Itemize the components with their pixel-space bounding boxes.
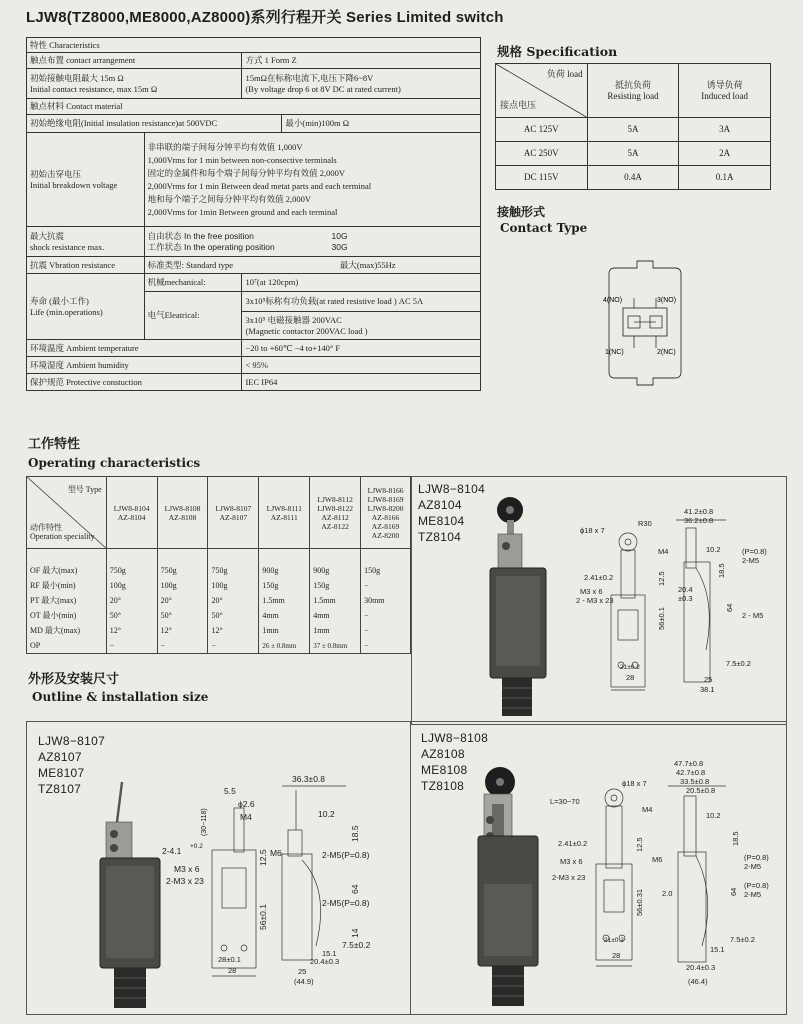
spec-row xyxy=(496,142,771,166)
spec-col-resisting xyxy=(587,64,679,118)
protective-label: 保护规范 Protective constuction xyxy=(27,374,242,391)
life-electrical-value-2 xyxy=(242,312,481,340)
model-line: AZ-8108 xyxy=(168,512,197,522)
dim-label: 20.5±0.8 xyxy=(686,786,716,795)
model-line: AZ-8169 xyxy=(371,521,400,531)
shock-operating-value: 30G xyxy=(331,241,348,252)
model-line: LJW8-8200 xyxy=(367,503,404,513)
shock-label-cn: 最大抗震 xyxy=(30,231,65,242)
breakdown-line: 2,000Vrms for 1 min Between dead metat parts and each terminal xyxy=(147,180,372,191)
dim-label: M3 x 6 xyxy=(560,857,583,866)
op-cell: 12° xyxy=(157,624,208,639)
op-row-qualifier: 最小(min) xyxy=(42,611,77,621)
op-corner-en: Operation speciality xyxy=(30,532,95,542)
dim-label: 7.5±0.2 xyxy=(726,659,751,668)
spec-resisting: 5A xyxy=(587,142,679,166)
dim-label: 2 - M3 x 23 xyxy=(576,596,614,605)
spec-corner-bottom: 接点电压 xyxy=(500,100,537,111)
dim-label: 25 xyxy=(298,967,307,976)
operating-title-en: Operating characteristics xyxy=(28,456,201,470)
dim-label: 2-M5(P=0.8) xyxy=(322,850,370,860)
spec-induced: 2A xyxy=(679,142,771,166)
dim-label: M3 x 6 xyxy=(580,587,603,596)
life-label xyxy=(27,274,145,340)
dim-label: 56±0.31 xyxy=(635,888,644,916)
model-line: LJW8-8166 xyxy=(367,485,404,495)
initial-resistance-label-cn: 初始接触电阻最大 15m Ω xyxy=(30,73,124,84)
life-electrical-value-1: 3x10⁵标称有功负载(at rated resistive load ) AC 5A xyxy=(242,292,481,312)
dim-label: 10.2 xyxy=(706,811,721,820)
dim-label: 2-M5 xyxy=(742,556,760,565)
specification-table xyxy=(495,63,771,190)
dimension-drawing-8108 xyxy=(550,756,784,992)
dim-label: 21±0.2 xyxy=(620,664,640,671)
op-row-code: MD xyxy=(30,626,43,636)
terminal-1-label: 1(NC) xyxy=(605,349,624,356)
model-name: LJW8−8104 xyxy=(418,482,486,496)
dim-label: 21±0.2 xyxy=(604,937,624,944)
dim-label: 10.2 xyxy=(706,545,721,554)
model-name: ME8104 xyxy=(418,514,465,528)
op-cell: 50° xyxy=(157,609,208,624)
model-name: ME8108 xyxy=(421,763,468,777)
op-cell: 750g xyxy=(106,564,157,579)
shock-values xyxy=(144,227,480,257)
shock-label-en: shock resistance max. xyxy=(30,241,105,252)
op-row-code: OF xyxy=(30,566,41,576)
ambient-temp-label: 环境温度 Ambient temperature xyxy=(27,340,242,357)
model-line: AZ-8107 xyxy=(219,512,248,522)
op-model-8112 xyxy=(310,477,361,549)
breakdown-line: 固定的金属件和每个端子间每分钟平均有效值 2,000V xyxy=(147,167,345,178)
op-row-ot xyxy=(27,609,411,624)
model-name: AZ8107 xyxy=(38,750,82,764)
dim-label: 14 xyxy=(350,928,360,938)
dim-label: 28 xyxy=(612,951,621,960)
spec-voltage: DC 115V xyxy=(496,166,588,190)
dim-label: M4 xyxy=(642,805,653,814)
model-name: LJW8−8108 xyxy=(421,731,489,745)
dim-label: 28 xyxy=(228,966,237,975)
life-label-en: Life (min.operations) xyxy=(30,306,103,317)
model-line: LJW8-8111 xyxy=(266,503,302,513)
dim-label: 2.0 xyxy=(662,889,673,898)
op-row-qualifier: 最大(max) xyxy=(42,566,78,576)
dim-label: 7.5±0.2 xyxy=(342,940,371,950)
op-corner-type: 型号 Type xyxy=(67,485,102,494)
op-cell: 1.5mm xyxy=(259,594,310,609)
op-cell: − xyxy=(361,609,411,624)
op-row-md xyxy=(27,624,411,639)
contact-type-title-en: Contact Type xyxy=(500,221,588,235)
vibration-type: 标准类型: Standard type xyxy=(147,259,234,270)
op-row-op xyxy=(27,639,411,654)
shock-operating-label: 工作状态 In the operating position xyxy=(147,241,275,252)
initial-resistance-value-2: (By voltage drop 6 ot 8V DC at rated current) xyxy=(245,83,401,94)
initial-resistance-value xyxy=(242,69,481,99)
op-cell: 26 ± 0.8mm xyxy=(259,639,310,654)
spec-voltage: AC 250V xyxy=(496,142,588,166)
op-row-label xyxy=(27,579,107,594)
dim-label: 41.2±0.8 xyxy=(684,507,714,516)
dim-label: (P=0.8) xyxy=(744,881,769,890)
specification-title: 规格 Specification xyxy=(497,44,618,59)
spec-corner-cell xyxy=(496,64,588,118)
op-cell: 150g xyxy=(361,564,411,579)
dim-label: 18.5 xyxy=(350,825,360,842)
dimension-drawing-8107 xyxy=(160,770,410,988)
op-model-8104 xyxy=(106,477,157,549)
dim-label: +0.2 xyxy=(190,843,203,850)
insulation-label: 初始绝缘电阻(Initial insulation resistance)at 500VDC xyxy=(27,115,282,133)
model-name: TZ8108 xyxy=(421,779,465,793)
op-row-pt xyxy=(27,594,411,609)
dim-label: 36.3±0.8 xyxy=(292,774,326,784)
dim-label: 2-M5 xyxy=(744,862,762,871)
op-cell: 37 ± 0.8mm xyxy=(310,639,361,654)
dim-label: 20.4±0.3 xyxy=(310,957,340,966)
dim-label: 25 xyxy=(704,675,713,684)
operating-title-cn: 工作特性 xyxy=(28,437,81,452)
life-electrical-line-3: (Magnetic contactor 200VAC load ) xyxy=(245,325,368,336)
model-line: LJW8-8108 xyxy=(164,503,201,513)
op-cell: 750g xyxy=(157,564,208,579)
dim-label: 2 - M5 xyxy=(742,611,764,620)
dim-label: 20.4±0.3 xyxy=(686,963,716,972)
op-cell: 50° xyxy=(106,609,157,624)
spec-col-induced xyxy=(679,64,771,118)
dim-label: 2.41±0.2 xyxy=(558,839,588,848)
spec-col-induced-en: Induced load xyxy=(701,90,749,101)
op-model-8166 xyxy=(361,477,411,549)
op-cell: 20° xyxy=(106,594,157,609)
switch-photo-8104 xyxy=(480,496,560,722)
contact-material-label: 触点材料 Contact material xyxy=(27,99,481,115)
dim-label: 2.41±0.2 xyxy=(584,573,614,582)
op-model-8107 xyxy=(208,477,259,549)
breakdown-label xyxy=(27,133,145,227)
op-cell: 50° xyxy=(208,609,259,624)
breakdown-label-en: Initial breakdown voltage xyxy=(30,179,118,190)
dim-label: 33.5±0.8 xyxy=(680,777,710,786)
dim-label: (46.4) xyxy=(688,977,708,986)
shock-free-value: 10G xyxy=(331,231,348,242)
spec-corner-top: 负荷 load xyxy=(546,69,583,79)
dim-label: 2-M3 x 23 xyxy=(166,876,204,886)
op-row-rf xyxy=(27,579,411,594)
op-cell: 20° xyxy=(157,594,208,609)
characteristics-header: 特性 Characteristics xyxy=(27,38,481,53)
breakdown-line: 非串联的端子间每分钟平均有效值 1,000V xyxy=(147,141,303,152)
op-row-code: OP xyxy=(30,640,41,650)
op-cell: 4mm xyxy=(259,609,310,624)
op-row-qualifier: 最大(max) xyxy=(41,596,77,606)
model-line: AZ-8112 xyxy=(321,512,349,522)
life-mechanical-label: 机械mechanical: xyxy=(144,274,242,292)
breakdown-label-cn: 初始击穿电压 xyxy=(30,169,82,180)
op-cell: 20° xyxy=(208,594,259,609)
outline-title-en: Outline & installation size xyxy=(32,690,209,704)
dim-label: L=30~70 xyxy=(550,797,580,806)
dim-label: 12.5 xyxy=(258,849,268,866)
dim-label: 28 xyxy=(626,673,635,682)
dim-label: 64 xyxy=(729,887,738,896)
dim-label: M4 xyxy=(240,812,252,822)
op-row-label xyxy=(27,594,107,609)
op-model-8108 xyxy=(157,477,208,549)
op-row-code: RF xyxy=(30,581,40,591)
life-electrical-line-2: 3x10⁵ 电磁接触器 200VAC xyxy=(245,315,342,326)
dim-label: 15.1 xyxy=(322,949,337,958)
op-cell: 1mm xyxy=(310,624,361,639)
model-name: ME8107 xyxy=(38,766,85,780)
op-row-label xyxy=(27,564,107,579)
life-mechanical-value: 10⁷(at 120cpm) xyxy=(242,274,481,292)
op-cell: 100g xyxy=(106,579,157,594)
operating-table xyxy=(26,476,411,654)
terminal-2-label: 2(NC) xyxy=(657,349,676,356)
op-cell: − xyxy=(361,624,411,639)
model-name: LJW8−8107 xyxy=(38,734,106,748)
dim-label: ±0.3 xyxy=(678,594,693,603)
dim-label: 2-M5(P=0.8) xyxy=(322,898,370,908)
spec-induced: 0.1A xyxy=(679,166,771,190)
dim-label: 5.5 xyxy=(224,786,236,796)
spec-col-induced-cn: 诱导负荷 xyxy=(706,79,743,90)
op-model-8111 xyxy=(259,477,310,549)
dim-label: 64 xyxy=(725,603,734,612)
characteristics-table xyxy=(26,37,481,391)
model-name: TZ8104 xyxy=(418,530,462,544)
spec-voltage: AC 125V xyxy=(496,118,588,142)
dimension-drawing-8104 xyxy=(566,500,786,696)
dim-label: 64 xyxy=(350,884,360,894)
dim-label: R30 xyxy=(638,519,652,528)
op-cell: − xyxy=(361,579,411,594)
model-line: LJW8-8104 xyxy=(113,503,150,513)
op-cell: 12° xyxy=(208,624,259,639)
op-cell: 4mm xyxy=(310,609,361,624)
shock-label xyxy=(27,227,145,257)
model-line: AZ-8111 xyxy=(270,512,298,522)
dim-label: 28±0.1 xyxy=(218,955,241,964)
terminal-3-label: 3(NO) xyxy=(657,297,677,304)
op-cell: 100g xyxy=(208,579,259,594)
dim-label: 7.5±0.2 xyxy=(730,935,755,944)
dim-label: (P=0.8) xyxy=(744,853,769,862)
op-cell: 1mm xyxy=(259,624,310,639)
spec-induced: 3A xyxy=(679,118,771,142)
op-row-label xyxy=(27,639,107,654)
dim-label: 18.5 xyxy=(731,831,740,846)
initial-resistance-label-en: Initial contact resistance, max 15m Ω xyxy=(30,83,158,94)
dim-label: 56±0.1 xyxy=(258,904,268,930)
op-cell: 750g xyxy=(208,564,259,579)
dim-label: 12.5 xyxy=(635,837,644,852)
op-row-label xyxy=(27,609,107,624)
op-cell: 150g xyxy=(310,579,361,594)
dim-label: 47.7±0.8 xyxy=(674,759,704,768)
op-cell: 150g xyxy=(259,579,310,594)
panel-8104-models xyxy=(418,481,485,545)
spec-row xyxy=(496,166,771,190)
model-line: LJW8-8169 xyxy=(367,494,404,504)
insulation-value: 最小(min)100m Ω xyxy=(282,115,481,133)
op-cell: 100g xyxy=(157,579,208,594)
model-line: LJW8-8112 xyxy=(317,494,353,504)
vibration-values xyxy=(144,257,480,274)
vibration-label: 抗震 Vbration resistance xyxy=(27,257,145,274)
model-name: TZ8107 xyxy=(38,782,82,796)
spec-resisting: 0.4A xyxy=(587,166,679,190)
dim-label: ϕ18 x 7 xyxy=(580,526,605,535)
dim-label: M3 x 6 xyxy=(174,864,200,874)
op-row-code: PT xyxy=(30,596,40,606)
op-cell: 900g xyxy=(310,564,361,579)
dim-label: 42.7±0.8 xyxy=(676,768,706,777)
vibration-max: 最大(max)55Hz xyxy=(339,259,396,270)
model-line: AZ-8200 xyxy=(371,530,400,540)
contact-type-diagram xyxy=(595,258,695,388)
op-cell: − xyxy=(361,639,411,654)
dim-label: M4 xyxy=(658,547,669,556)
spec-row xyxy=(496,118,771,142)
life-electrical-label: 电气Eleatrical: xyxy=(144,292,242,340)
breakdown-line: 2,000Vrms for 1min Between ground and each terminal xyxy=(147,206,338,217)
op-row-qualifier: 最大(max) xyxy=(44,626,80,636)
op-corner-cell xyxy=(27,477,107,549)
op-corner-cn: 动作特性 xyxy=(30,522,62,532)
op-cell: − xyxy=(106,639,157,654)
dim-label: 2-4.1 xyxy=(162,846,182,856)
dim-label: 2-M5 xyxy=(744,890,762,899)
dim-label: 10.2 xyxy=(318,809,335,819)
op-cell: − xyxy=(157,639,208,654)
breakdown-values xyxy=(144,133,480,227)
ambient-humidity-label: 环境湿度 Ambient humidity xyxy=(27,357,242,374)
initial-resistance-value-1: 15mΩ在标称电流下,电压下降6~8V xyxy=(245,73,374,84)
op-cell: 1.5mm xyxy=(310,594,361,609)
op-row-qualifier: 最小(min) xyxy=(41,581,76,591)
dim-label: (44.9) xyxy=(294,977,314,986)
op-row-code: OT xyxy=(30,611,41,621)
page-title: LJW8(TZ8000,ME8000,AZ8000)系列行程开关 Series Limited switch xyxy=(26,9,504,26)
dim-label: ϕ2.6 xyxy=(238,799,255,809)
initial-resistance-label xyxy=(27,69,242,99)
spec-col-resisting-cn: 抵抗负荷 xyxy=(614,79,651,90)
dim-label: M6 xyxy=(652,855,663,864)
breakdown-line: 1,000Vrms for 1 min between non-consective terminals xyxy=(147,154,337,165)
dim-label: 56±0.1 xyxy=(657,607,666,630)
op-cell: 30mm xyxy=(361,594,411,609)
model-line: AZ-8166 xyxy=(371,512,400,522)
dim-label: (30−118) xyxy=(201,808,208,836)
switch-photo-8108 xyxy=(470,764,550,1010)
model-line: LJW8-8107 xyxy=(215,503,252,513)
dim-label: 12.5 xyxy=(657,571,666,586)
protective-value: IEC IP64 xyxy=(242,374,481,391)
model-line: AZ-8122 xyxy=(321,521,349,531)
dim-label: (P=0.8) xyxy=(742,547,767,556)
dim-label: 38.1 xyxy=(700,685,715,694)
dim-label: 36.2±0.8 xyxy=(684,516,714,525)
ambient-temp-value: −20 to +60℃ −4 to+140° F xyxy=(242,340,481,357)
op-cell: − xyxy=(208,639,259,654)
dim-label: 18.5 xyxy=(717,563,726,578)
outline-title-cn: 外形及安装尺寸 xyxy=(28,672,120,687)
terminal-4-label: 4(NO) xyxy=(603,297,623,304)
contact-arrangement-label: 触点布置 contact arrangement xyxy=(27,53,242,69)
dim-label: M6 xyxy=(270,848,282,858)
model-name: AZ8108 xyxy=(421,747,465,761)
dim-label: ϕ18 x 7 xyxy=(622,779,647,788)
model-line: LJW8-8122 xyxy=(317,503,354,513)
spec-resisting: 5A xyxy=(587,118,679,142)
op-cell: 900g xyxy=(259,564,310,579)
dim-label: 15.1 xyxy=(710,945,725,954)
op-cell: 12° xyxy=(106,624,157,639)
model-line: AZ-8104 xyxy=(117,512,146,522)
op-row-label xyxy=(27,624,107,639)
ambient-humidity-value: < 95% xyxy=(242,357,481,374)
breakdown-line: 地和每个端子之间每分钟平均有效值 2,000V xyxy=(147,193,311,204)
life-label-cn: 寿命 (最小工作) xyxy=(30,296,89,307)
op-row-of xyxy=(27,564,411,579)
dim-label: 20.4 xyxy=(678,585,693,594)
contact-arrangement-value: 方式 1 Form Z xyxy=(242,53,481,69)
dim-label: 2-M3 x 23 xyxy=(552,873,586,882)
shock-free-label: 自由状态 In the free position xyxy=(147,231,254,242)
spec-col-resisting-en: Resisting load xyxy=(607,90,659,101)
model-name: AZ8104 xyxy=(418,498,462,512)
contact-type-title-cn: 接触形式 xyxy=(497,205,546,219)
